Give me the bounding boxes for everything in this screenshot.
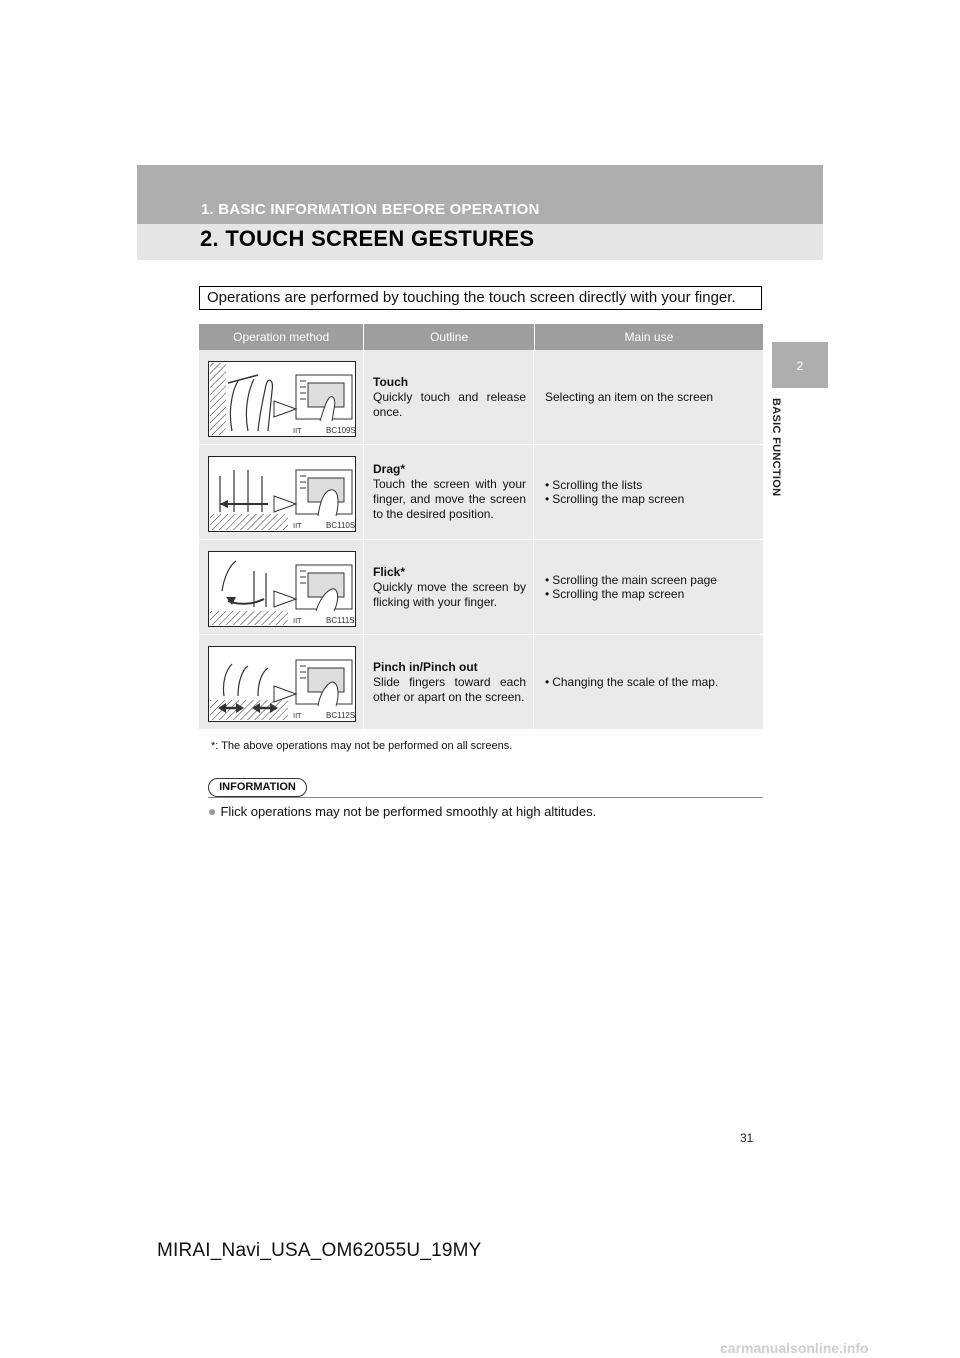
information-badge: INFORMATION: [208, 778, 307, 797]
illustration-cell: [199, 350, 364, 444]
information-item: [208, 803, 596, 819]
table-row-touch: [199, 350, 763, 445]
main-use-cell: [534, 350, 763, 444]
table-header-row: [199, 324, 763, 350]
table-footnote: *: The above operations may not be performed on all screens.: [211, 740, 513, 752]
page-number: 31: [740, 1131, 754, 1145]
outline-cell: [364, 445, 534, 539]
outline-cell: [364, 635, 534, 729]
table-row-pinch: [199, 635, 763, 730]
chapter-tab-number[interactable]: 2: [772, 342, 828, 388]
table-row-flick: [199, 540, 763, 635]
pinch-gesture-illustration: [208, 646, 356, 722]
page-title: 2. TOUCH SCREEN GESTURES: [200, 226, 535, 251]
table-row-drag: [199, 445, 763, 540]
svg-text:IIT: IIT: [293, 522, 302, 530]
information-text: Flick operations may not be performed smoothly at high altitudes.: [220, 804, 597, 819]
operation-name: Pinch in/Pinch out: [373, 659, 478, 674]
svg-text:IIT: IIT: [293, 617, 302, 625]
main-use-item: • Scrolling the main screen page: [545, 573, 763, 587]
illustration-cell: [199, 445, 364, 539]
figure-code: BC109S: [326, 426, 356, 435]
main-use-item: • Scrolling the map screen: [545, 587, 763, 601]
illustration-cell: [199, 635, 364, 729]
section-title: 1. BASIC INFORMATION BEFORE OPERATION: [201, 201, 540, 218]
watermark: carmanualsonline.info: [720, 1340, 869, 1356]
figure-code: BC111S: [326, 616, 355, 625]
information-divider: [208, 797, 763, 798]
operation-name: Drag*: [373, 462, 406, 476]
outline-cell: [364, 350, 534, 444]
operation-name: Touch: [373, 374, 409, 389]
touch-gesture-illustration: [208, 361, 356, 437]
figure-code: BC112S: [326, 711, 356, 720]
operation-description: Touch the screen with your finger, and move the screen to the desired position.: [373, 477, 526, 521]
operation-description: Slide fingers toward each other or apart on the screen.: [373, 674, 526, 704]
drag-gesture-illustration: [208, 456, 356, 532]
gesture-table: [199, 324, 763, 730]
main-use-cell: [534, 540, 763, 634]
main-use-cell: [534, 445, 763, 539]
document-id: MIRAI_Navi_USA_OM62055U_19MY: [157, 1240, 482, 1261]
intro-box: Operations are performed by touching the touch screen directly with your finger.: [199, 286, 762, 310]
main-use-item: • Changing the scale of the map.: [545, 675, 763, 689]
outline-cell: [364, 540, 534, 634]
operation-name: Flick*: [373, 564, 406, 579]
illustration-cell: [199, 540, 364, 634]
svg-text:IIT: IIT: [293, 712, 302, 720]
figure-code: BC110S: [326, 521, 356, 530]
header-operation-method: Operation method: [199, 324, 364, 350]
header-main-use: Main use: [624, 330, 674, 344]
flick-gesture-illustration: [208, 551, 356, 627]
header-outline: Outline: [364, 324, 534, 350]
main-use-cell: [534, 635, 763, 729]
bullet-icon: ●: [208, 803, 217, 819]
svg-text:IIT: IIT: [293, 427, 302, 435]
operation-description: Quickly move the screen by flicking with your finger.: [373, 579, 526, 609]
main-use-item: • Scrolling the lists: [545, 478, 763, 492]
operation-description: Quickly touch and release once.: [373, 389, 526, 419]
main-use-item: • Scrolling the map screen: [545, 492, 763, 506]
chapter-tab-label: BASIC FUNCTION: [770, 398, 782, 497]
main-use-item: Selecting an item on the screen: [545, 390, 714, 404]
